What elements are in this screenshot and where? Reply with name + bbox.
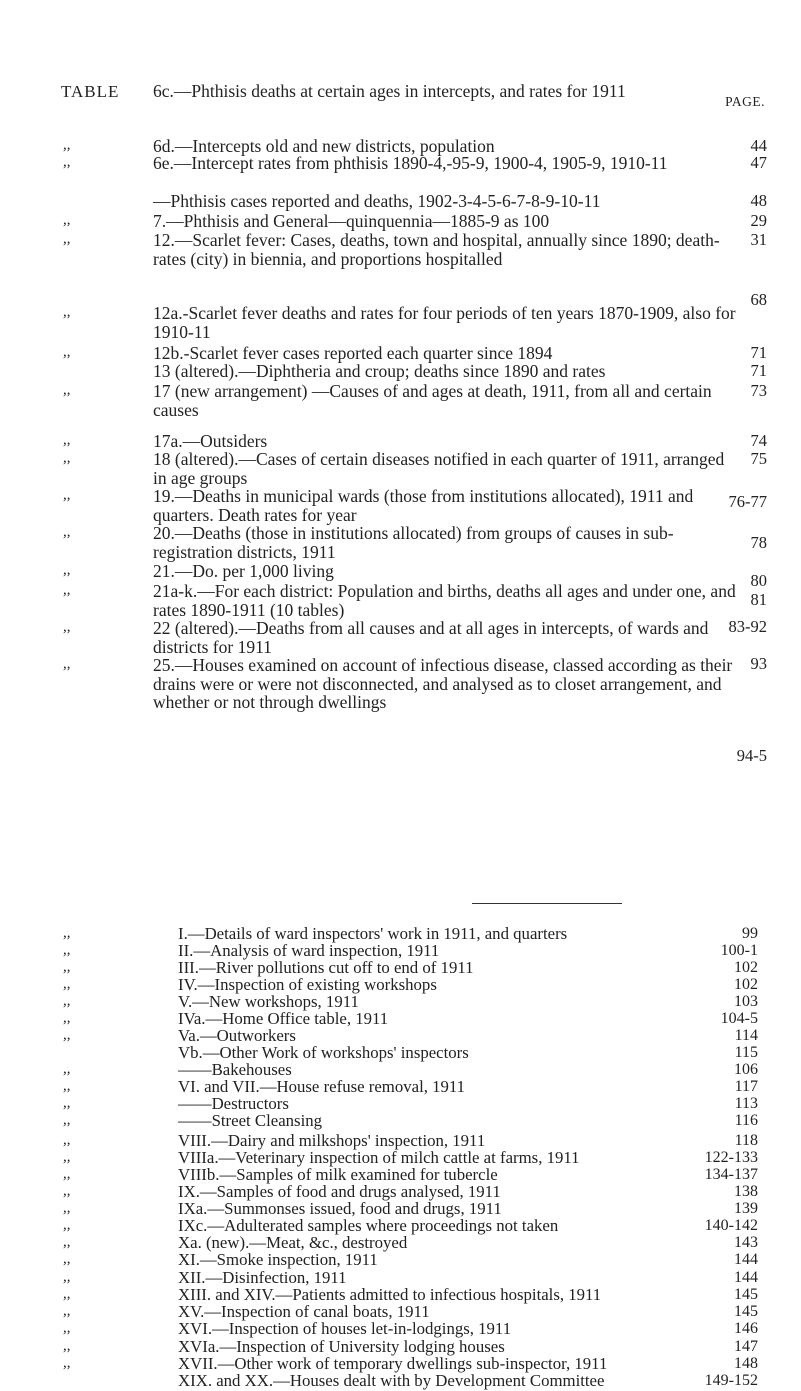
ditto-mark: ,, (63, 1027, 71, 1043)
ditto-mark: ,, (63, 959, 71, 975)
index-entry-text: ——Street Cleansing (178, 1111, 323, 1130)
index-entry-page: 122-133 (704, 1149, 758, 1166)
ditto-mark: ,, (63, 1061, 71, 1077)
index-entry-text: II.—Analysis of ward inspection, 1911 (178, 941, 440, 960)
index-entry-text: 13 (altered).—Diphtheria and croup; deaths since 1890 and rates (153, 361, 606, 381)
index-entry-text: Va.—Outworkers (178, 1026, 296, 1045)
index-entry-text: VI. and VII.—House refuse removal, 1911 (178, 1077, 466, 1096)
index-entry-page: 73 (750, 381, 767, 400)
index-entry-text: XII.—Disinfection, 1911 (178, 1268, 347, 1287)
table-prefix-label: TABLE (61, 82, 120, 101)
index-entry-text: 12a.-Scarlet fever deaths and rates for four periods of ten years 1870-1909, also for 1910-11 (153, 303, 736, 342)
ditto-mark: ,, (63, 304, 71, 320)
index-entry-text: V.—New workshops, 1911 (178, 992, 359, 1011)
ditto-mark: ,, (63, 1183, 71, 1199)
index-entry-page: 148 (734, 1355, 758, 1372)
index-entry-page: 149-152 (704, 1372, 758, 1389)
ditto-mark: ,, (63, 582, 71, 598)
ditto-mark: ,, (63, 562, 71, 578)
index-entry-text: IV.—Inspection of existing workshops (178, 975, 437, 994)
ditto-mark: ,, (63, 487, 71, 503)
index-entry-page: 145 (734, 1303, 758, 1320)
index-entry-text: 7.—Phthisis and General—quinquennia—1885-9 as 100 (153, 211, 550, 231)
ditto-mark: ,, (63, 1149, 71, 1165)
ditto-mark: ,, (63, 1078, 71, 1094)
index-entry-page: 115 (734, 1044, 758, 1061)
index-entry-text: 17a.—Outsiders (153, 431, 268, 451)
ditto-mark: ,, (63, 1338, 71, 1354)
page-column-heading: PAGE. (725, 94, 765, 109)
ditto-mark: ,, (63, 524, 71, 540)
index-entry-text: 21a-k.—For each district: Population and births, deaths all ages and under one, and rates 1890-1911 (10 tables) (153, 581, 736, 620)
ditto-mark: ,, (63, 1166, 71, 1182)
ditto-mark: ,, (63, 154, 71, 170)
index-entry-page: 100-1 (720, 942, 758, 959)
index-entry-text: IXa.—Summonses issued, food and drugs, 1911 (178, 1199, 502, 1218)
index-entry-text: 19.—Deaths in municipal wards (those from institutions allocated), 1911 and quarters. Death rates for year (153, 486, 694, 525)
index-entry-page: 104-5 (720, 1010, 758, 1027)
index-entry-page: 29 (750, 211, 767, 230)
index-entry-page: 76-77 (728, 492, 767, 511)
index-entry-text: Xa. (new).—Meat, &c., destroyed (178, 1233, 408, 1252)
ditto-mark: ,, (63, 344, 71, 360)
index-entry-page: 93 (750, 654, 767, 673)
ditto-mark: ,, (63, 656, 71, 672)
ditto-mark: ,, (63, 382, 71, 398)
index-entry-page: 134-137 (704, 1166, 758, 1183)
index-entry-page: 81 (750, 590, 767, 609)
index-entry-text: Vb.—Other Work of workshops' inspectors (178, 1043, 469, 1062)
ditto-mark: ,, (63, 1303, 71, 1319)
index-entry-page: 118 (734, 1132, 758, 1149)
index-entry-page: 75 (750, 449, 767, 468)
index-entry-page: 144 (734, 1251, 758, 1268)
index-entry-page: 71 (750, 361, 767, 380)
index-entry-text: XV.—Inspection of canal boats, 1911 (178, 1302, 430, 1321)
index-entry-text: 18 (altered).—Cases of certain diseases notified in each quarter of 1911, arranged in age groups (153, 449, 725, 488)
ditto-mark: ,, (63, 231, 71, 247)
ditto-mark: ,, (63, 925, 71, 941)
index-entry-text: III.—River pollutions cut off to end of 1911 (178, 958, 474, 977)
index-entry-page: 140-142 (704, 1217, 758, 1234)
ditto-mark: ,, (63, 1132, 71, 1148)
index-entry-page: 147 (734, 1338, 758, 1355)
index-entry-text: ——Bakehouses (178, 1060, 292, 1079)
ditto-mark: ,, (63, 1269, 71, 1285)
index-entry-page: 68 (750, 290, 767, 309)
index-entry-text: VIIIa.—Veterinary inspection of milch cattle at farms, 1911 (178, 1148, 580, 1167)
ditto-mark: ,, (63, 1320, 71, 1336)
index-entry-page: 144 (734, 1269, 758, 1286)
index-entry-text: XIII. and XIV.—Patients admitted to infectious hospitals, 1911 (178, 1285, 602, 1304)
index-entry-text: XI.—Smoke inspection, 1911 (178, 1250, 378, 1269)
index-entry-text: XVII.—Other work of temporary dwellings sub-inspector, 1911 (178, 1354, 608, 1373)
index-entry-text: 12.—Scarlet fever: Cases, deaths, town and hospital, annually since 1890; death-rates (city) in biennia, and proportions hospitalled (153, 230, 720, 269)
index-entry-page: 102 (734, 959, 758, 976)
index-entry-text: VIIIb.—Samples of milk examined for tubercle (178, 1165, 498, 1184)
index-entry-text: XVIa.—Inspection of University lodging houses (178, 1337, 505, 1356)
index-entry-page: 116 (734, 1112, 758, 1129)
ditto-mark: ,, (63, 212, 71, 228)
index-entry-text: 12b.-Scarlet fever cases reported each quarter since 1894 (153, 343, 553, 363)
ditto-mark: ,, (63, 1251, 71, 1267)
index-entry-page: 83-92 (728, 617, 767, 636)
ditto-mark: ,, (63, 1010, 71, 1026)
index-entry-page: 78 (750, 533, 767, 552)
index-entry-text: 6e.—Intercept rates from phthisis 1890-4,-95-9, 1900-4, 1905-9, 1910-11 (153, 153, 668, 173)
index-entry-page: 44 (750, 136, 767, 155)
index-entry-page: 146 (734, 1320, 758, 1337)
ditto-mark: ,, (63, 1355, 71, 1371)
index-entry-text: —Phthisis cases reported and deaths, 1902-3-4-5-6-7-8-9-10-11 (153, 191, 601, 211)
index-entry-page: 94-5 (736, 746, 767, 765)
ditto-mark: ,, (63, 993, 71, 1009)
ditto-mark: ,, (63, 1200, 71, 1216)
index-entry-page: 47 (750, 153, 767, 172)
index-entry-page: 143 (734, 1234, 758, 1251)
index-entry-text: IXc.—Adulterated samples where proceedings not taken (178, 1216, 559, 1235)
ditto-mark: ,, (63, 976, 71, 992)
index-entry-page: 114 (734, 1027, 758, 1044)
index-entry-page: 74 (750, 431, 767, 450)
index-entry-text: IVa.—Home Office table, 1911 (178, 1009, 389, 1028)
index-entry-text: 25.—Houses examined on account of infectious disease, classed according as their drains were or were not disconnected, and analysed as to closet arrangement, and whether or not through dwellings (153, 655, 733, 712)
ditto-mark: ,, (63, 1286, 71, 1302)
index-entry-text: I.—Details of ward inspectors' work in 1911, and quarters (178, 924, 568, 943)
ditto-mark: ,, (63, 1217, 71, 1233)
index-entry-text: 6d.—Intercepts old and new districts, population (153, 136, 495, 156)
index-entry-text: ——Destructors (178, 1094, 289, 1113)
index-entry-page: 103 (734, 993, 758, 1010)
index-entry-page: 48 (750, 191, 767, 210)
index-entry-page: 117 (734, 1078, 758, 1095)
index-entry-text: XVI.—Inspection of houses let-in-lodgings, 1911 (178, 1319, 512, 1338)
ditto-mark: ,, (63, 432, 71, 448)
index-entry-page: 139 (734, 1200, 758, 1217)
index-entry-page: 80 (750, 571, 767, 590)
index-entry-page: 99 (742, 925, 758, 942)
ditto-mark: ,, (63, 619, 71, 635)
ditto-mark: ,, (63, 942, 71, 958)
index-entry-text: VIII.—Dairy and milkshops' inspection, 1911 (178, 1131, 486, 1150)
ditto-mark: ,, (63, 137, 71, 153)
index-entry-page: 145 (734, 1286, 758, 1303)
index-entry-text: IX.—Samples of food and drugs analysed, 1911 (178, 1182, 501, 1201)
index-entry-page: 138 (734, 1183, 758, 1200)
index-entry-page: 113 (734, 1095, 758, 1112)
section-divider (472, 903, 622, 904)
ditto-mark: ,, (63, 1112, 71, 1128)
ditto-mark: ,, (63, 1095, 71, 1111)
index-entry-text: 6c.—Phthisis deaths at certain ages in intercepts, and rates for 1911 (153, 81, 626, 101)
index-entry-page: 31 (750, 230, 767, 249)
index-entry-page: 106 (734, 1061, 758, 1078)
index-entry-text: 17 (new arrangement) —Causes of and ages at death, 1911, from all and certain causes (153, 381, 712, 420)
index-entry-text: 21.—Do. per 1,000 living (153, 561, 334, 581)
index-entry-text: 20.—Deaths (those in institutions allocated) from groups of causes in sub-registration districts, 1911 (153, 523, 674, 562)
index-entry-text: XIX. and XX.—Houses dealt with by Development Committee (178, 1371, 605, 1390)
index-entry-page: 102 (734, 976, 758, 993)
ditto-mark: ,, (63, 450, 71, 466)
index-entry-text: 22 (altered).—Deaths from all causes and at all ages in intercepts, of wards and districts for 1911 (153, 618, 709, 657)
ditto-mark: ,, (63, 1234, 71, 1250)
index-entry-page: 71 (750, 343, 767, 362)
